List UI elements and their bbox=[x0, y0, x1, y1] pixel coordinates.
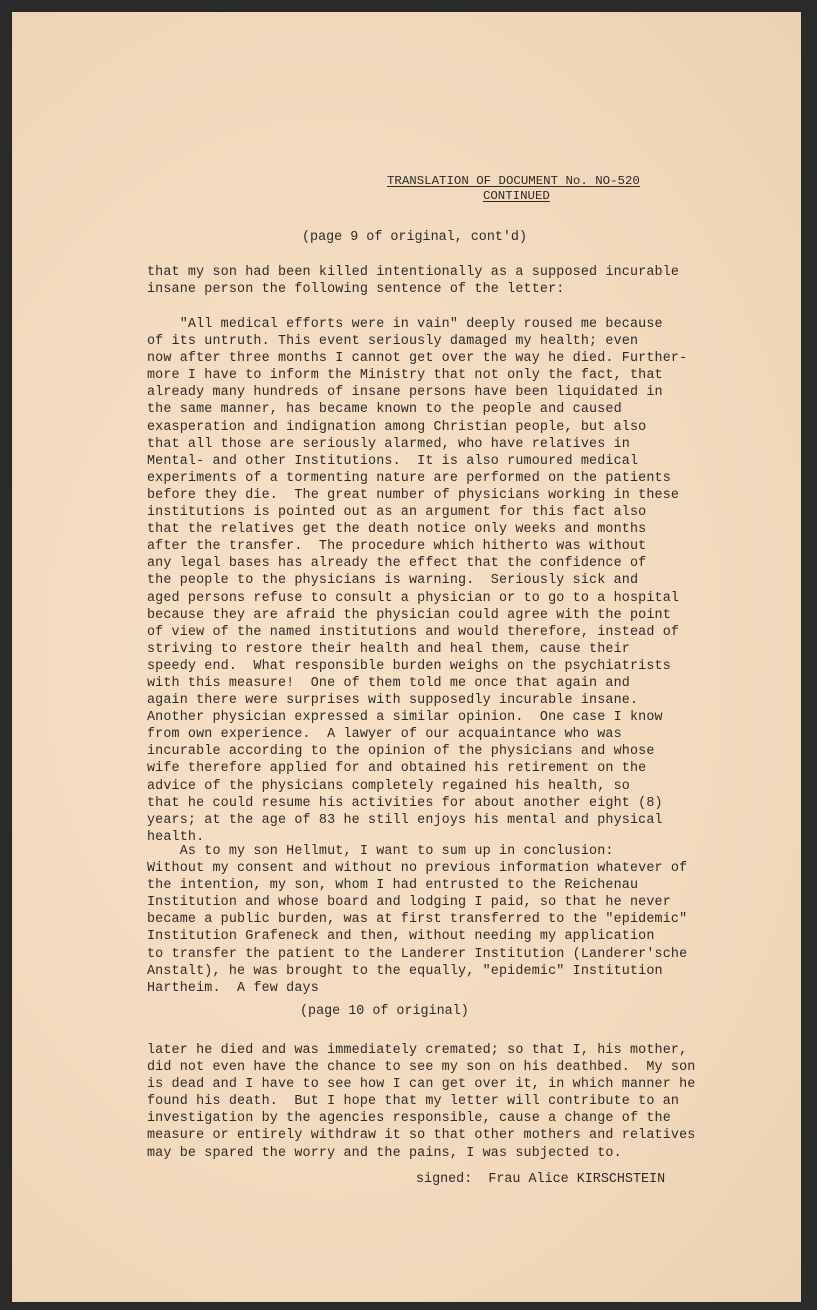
document-subtitle: CONTINUED bbox=[482, 189, 550, 203]
page-marker-second: (page 10 of original) bbox=[300, 1004, 469, 1019]
document-title: TRANSLATION OF DOCUMENT No. NO-520 bbox=[387, 174, 640, 188]
paragraph-conclusion: As to my son Hellmut, I want to sum up in conclusion: Without my consent and without no previous information whatever of the intention, my son, whom I had entrusted to the Reichenau Institution and whose board and lodging I paid, so that he never became a public burden, was at first transferred to the "epidemic" Institution Grafeneck and then, without needing my application to transfer the patient to the Landerer Institution (Landerer'sche Anstalt), he was brought to the equally, "epidemic" Institution Hartheim. A few days bbox=[147, 844, 688, 996]
document-page bbox=[12, 12, 801, 1302]
paragraph-main: "All medical efforts were in vain" deeply roused me because of its untruth. This event seriously damaged my health; even now after three months I cannot get over the way he died. Further- more I have to inform the Ministry that not only the fact, that already many hundreds of insane persons have been liquidated in the same manner, has became known to the people and caused exasperation and indignation among Christian people, but also that all those are seriously alarmed, who have relatives in Mental- and other Institutions. It is also rumoured medical experiments of a tormenting nature are performed on the patients before they die. The great number of physicians working in these institutions is pointed out as an argument for this fact also that the relatives get the death notice only weeks and months after the transfer. The procedure which hitherto was without any legal bases has already the effect that the confidence of the people to the physicians is warning. Seriously sick and aged persons refuse to consult a physician or to go to a hospital because they are afraid the physician could agree with the point of view of the named institutions and would therefore, instead of striving to restore their health and heal them, cause their speedy end. What responsible burden weighs on the psychiatrists with this measure! One of them told me once that again and again there were surprises with supposedly incurable insane. Another physician expressed a similar opinion. One case I know from own experience. A lawyer of our acquaintance who was incurable according to the opinion of the physicians and whose wife therefore applied for and obtained his retirement on the advice of the physicians completely regained his health, so that he could resume his activities for about another eight (8) years; at the age of 83 he still enjoys his mental and physical health. bbox=[147, 317, 688, 845]
document-header bbox=[387, 174, 640, 204]
paragraph-intro: that my son had been killed intentionally as a supposed incurable insane person the following sentence of the letter: bbox=[147, 265, 680, 298]
page-marker-first: (page 9 of original, cont'd) bbox=[302, 230, 527, 245]
signature-line: signed: Frau Alice KIRSCHSTEIN bbox=[416, 1172, 666, 1187]
paragraph-final: later he died and was immediately cremated; so that I, his mother, did not even have the chance to see my son on his deathbed. My son is dead and I have to see how I can get over it, in which manner he found his death. But I hope that my letter will contribute to an investigation by the agencies responsible, cause a change of the measure or entirely withdraw it so that other mothers and relatives may be spared the worry and the pains, I was subjected to. bbox=[147, 1043, 696, 1161]
